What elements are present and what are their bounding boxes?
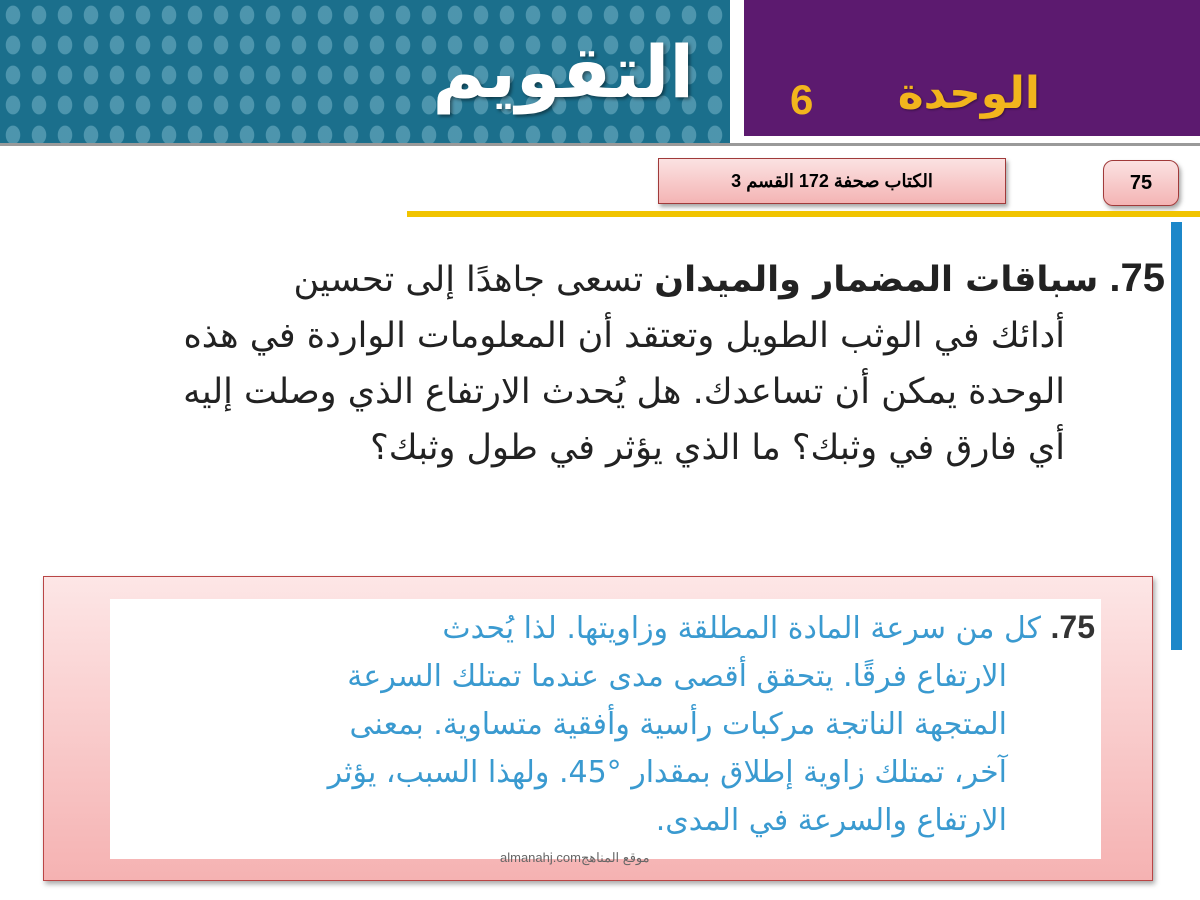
section-banner	[0, 0, 730, 143]
question-line: أدائك في الوثب الطويل وتعتقد أن المعلومات الواردة في هذه	[183, 316, 1065, 356]
yellow-divider	[407, 211, 1200, 217]
book-reference-box: الكتاب صحفة 172 القسم 3	[658, 158, 1006, 204]
section-title: التقويم	[432, 30, 694, 114]
answer-line: كل من سرعة المادة المطلقة وزاويتها. لذا يُحدث	[442, 611, 1041, 646]
question-number: 75.	[1109, 256, 1165, 300]
answer-line: آخر، تمتلك زاوية إطلاق بمقدار °45. ولهذا السبب، يؤثر	[327, 755, 1007, 790]
answer-first-line	[140, 603, 1095, 653]
unit-title: الوحدة	[897, 68, 1040, 119]
question-line: الوحدة يمكن أن تساعدك. هل يُحدث الارتفاع الذي وصلت إليه	[183, 372, 1065, 412]
question-title: سباقات المضمار والميدان	[654, 260, 1099, 300]
question-number-badge: 75	[1103, 160, 1179, 206]
unit-number: 6	[790, 76, 814, 123]
side-accent-bar	[1171, 222, 1182, 650]
answer-number: 75.	[1050, 609, 1095, 645]
question-line: أي فارق في وثبك؟ ما الذي يؤثر في طول وثبك؟	[370, 428, 1065, 468]
answer-line: المتجهة الناتجة مركبات رأسية وأفقية متساوية. بمعنى	[349, 707, 1007, 742]
answer-line: الارتفاع والسرعة في المدى.	[655, 803, 1007, 838]
answer-text	[140, 603, 1095, 845]
question-line: تسعى جاهدًا إلى تحسين	[293, 260, 644, 300]
header-divider	[0, 143, 1200, 146]
question-first-line	[40, 250, 1165, 308]
answer-line: الارتفاع فرقًا. يتحقق أقصى مدى عندما تمتلك السرعة	[347, 659, 1007, 694]
question-text	[40, 250, 1165, 476]
watermark: almanahj.comموقع المناهج	[500, 850, 650, 865]
